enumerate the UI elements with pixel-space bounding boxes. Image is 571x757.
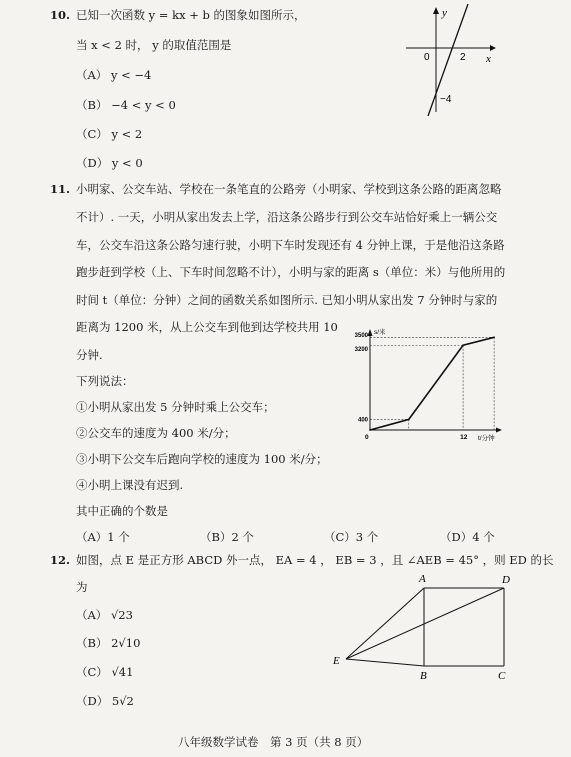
q10-option-a: （A） y < −4	[76, 68, 152, 82]
data-point	[369, 429, 371, 431]
label-b: B	[420, 670, 427, 682]
q11-statement-4: ④小明上课没有迟到.	[76, 478, 184, 492]
q12-option-b: （B） 2√10	[76, 636, 141, 650]
q11-statement-2: ②公交车的速度为 400 米/分；	[76, 426, 236, 440]
y-intercept-label: −4	[440, 94, 452, 105]
y-tick-label: 3500	[354, 332, 368, 339]
q11-option-c: （C）3 个	[324, 530, 379, 544]
q12-number: 12.	[50, 553, 71, 567]
y-axis-label: y	[442, 7, 447, 19]
segment-ed	[346, 588, 504, 659]
segment-eb	[346, 659, 424, 666]
q11-statements-title: 下列说法：	[76, 374, 134, 388]
q10-stem: 已知一次函数 y = kx + b 的图象如图所示，	[76, 8, 306, 22]
q10-option-b: （B） −4 < y < 0	[76, 98, 176, 112]
label-c: C	[498, 670, 506, 682]
q11-question: 其中正确的个数是	[76, 504, 168, 518]
q12-option-a: （A） √23	[76, 608, 133, 622]
label-e: E	[333, 655, 340, 667]
q12-line-2: 为	[76, 580, 88, 594]
q11-line: 分钟.	[76, 348, 103, 362]
series-line	[370, 337, 494, 430]
x-tick-label: 12	[460, 434, 468, 441]
q11-option-a: （A）1 个	[76, 530, 130, 544]
q12-square-figure	[328, 568, 518, 688]
q10-option-c: （C） y < 2	[76, 127, 143, 141]
page-footer: 八年级数学试卷 第 3 页（共 8 页）	[178, 735, 369, 749]
q11-line: 时间 t（单位：分钟）之间的函数关系如图所示. 已知小明从家出发 7 分钟时与家的	[76, 293, 498, 307]
q11-line: 不计）. 一天，小明从家出发去上学，沿这条公路步行到公交车站恰好乘上一辆公交	[76, 210, 498, 224]
origin-label: 0	[424, 52, 430, 63]
x-axis-label: x	[486, 53, 491, 65]
x-intercept-label: 2	[460, 52, 466, 63]
q12-option-c: （C） √41	[76, 665, 134, 679]
q10-condition: 当 x < 2 时， y 的取值范围是	[76, 38, 232, 52]
q10-option-d: （D） y < 0	[76, 156, 143, 170]
q12-option-d: （D） 5√2	[76, 694, 134, 708]
y-tick-label: 3200	[354, 347, 368, 354]
chart-x-axis-arrow	[496, 428, 502, 433]
label-d: D	[502, 574, 510, 586]
chart-x-axis-label: t/分钟	[478, 435, 495, 442]
q12-line-1: 如图，点 E 是正方形 ABCD 外一点， EA = 4 ， EB = 3 ，且 ∠AEB = 45° ，则 ED 的长	[76, 553, 554, 567]
chart-y-axis-label: s/米	[374, 329, 386, 336]
q10-linear-graph	[400, 4, 500, 116]
chart-y-axis-arrow	[368, 329, 373, 336]
q11-statement-1: ①小明从家出发 5 分钟时乘上公交车；	[76, 400, 275, 414]
q11-line: 小明家、公交车站、学校在一条笔直的公路旁（小明家、学校到这条公路的距离忽略	[76, 182, 502, 196]
x-tick-label: 0	[365, 434, 369, 441]
q10-number: 10.	[50, 8, 71, 22]
data-point	[462, 344, 464, 346]
label-a: A	[419, 573, 426, 585]
y-axis-arrow	[433, 7, 439, 14]
q11-line: 跑步赶到学校（上、下车时间忽略不计），小明与家的距离 s（单位：米）与他所用的	[76, 265, 506, 279]
q11-statement-3: ③小明下公交车后跑向学校的速度为 100 米/分；	[76, 452, 328, 466]
data-point	[408, 419, 410, 421]
q11-distance-time-chart	[334, 326, 506, 444]
data-point	[493, 336, 495, 338]
y-tick-label: 400	[357, 417, 368, 424]
q11-option-d: （D）4 个	[440, 530, 495, 544]
q11-line: 距离为 1200 米，从上公交车到他到达学校共用 10	[76, 320, 338, 334]
q11-option-b: （B）2 个	[200, 530, 254, 544]
segment-ea	[346, 588, 424, 659]
x-axis-arrow	[490, 45, 496, 51]
q11-number: 11.	[50, 182, 71, 196]
q11-line: 车，公交车沿这条公路匀速行驶，小明下车时发现还有 4 分钟上课，于是他沿这条路	[76, 238, 505, 252]
